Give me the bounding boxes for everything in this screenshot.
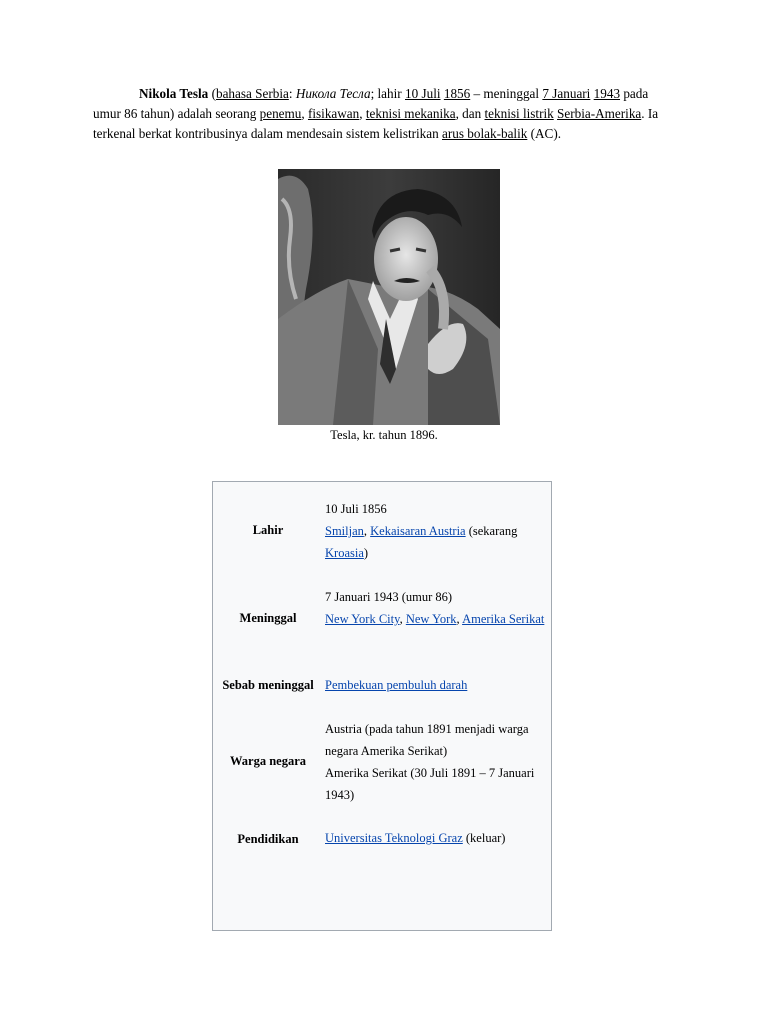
born-year-link[interactable]: 1856 xyxy=(443,86,471,101)
new-york-city-link[interactable]: New York City xyxy=(325,612,400,626)
died-label: Meninggal xyxy=(239,611,297,625)
subject-name: Nikola Tesla xyxy=(139,86,209,101)
born-value xyxy=(325,498,547,564)
born-place-close: ) xyxy=(363,546,369,560)
infobox-row-education xyxy=(213,814,551,860)
intro-paragraph: Nikola Tesla (bahasa Serbia: Никола Тесла; lahir 10 Juli 1856 – meninggal 7 Januari 1943 pada umur 86 tahun) adalah seorang penemu, fisikawan, teknisi mekanika, dan teknisi listrik Serbia-Amerika. Ia terkenal berkat kontribusinya dalam mendesain sistem kelistrikan arus bolak-balik (AC). xyxy=(93,86,659,141)
born-place: Smiljan, Kekaisaran Austria (sekarang Kroasia) xyxy=(325,524,518,560)
born-prefix: ; lahir xyxy=(370,86,405,101)
born-place-note: (sekarang xyxy=(465,524,518,538)
born-label: Lahir xyxy=(252,523,284,537)
died-day-link[interactable]: 7 Januari xyxy=(542,86,591,101)
ac-suffix: (AC). xyxy=(527,126,562,141)
united-states-link[interactable]: Amerika Serikat xyxy=(462,612,545,626)
died-value xyxy=(325,586,547,630)
born-date: 10 Juli 1856 xyxy=(325,502,387,516)
croatia-link[interactable]: Kroasia xyxy=(325,546,364,560)
age-text: pada umur 86 tahun) adalah seorang xyxy=(93,86,649,121)
infobox-row-cause xyxy=(213,662,551,706)
language-link[interactable]: bahasa Serbia xyxy=(215,86,289,101)
citizenship-value xyxy=(325,718,547,806)
died-date: 7 Januari 1943 (umur 86) xyxy=(325,590,453,604)
education-value xyxy=(325,827,547,849)
nationality-link[interactable]: Serbia-Amerika xyxy=(557,106,642,121)
rest-text: . Ia terkenal berkat kontribusinya dalam mendesain sistem kelistrikan xyxy=(93,106,659,141)
occupation-link-electrical[interactable]: teknisi listrik xyxy=(484,106,554,121)
infobox-row-died xyxy=(213,574,551,662)
blood-clot-link[interactable]: Pembekuan pembuluh darah xyxy=(325,678,468,692)
infobox-row-born xyxy=(213,482,551,574)
occupation-link-mechanical[interactable]: teknisi mekanika xyxy=(365,106,456,121)
photo-caption: Tesla, kr. tahun 1896. xyxy=(330,428,438,442)
infobox-row-citizenship xyxy=(213,706,551,814)
graz-university-link[interactable]: Universitas Teknologi Graz xyxy=(325,831,463,845)
new-york-link[interactable]: New York xyxy=(405,612,457,626)
portrait-photo xyxy=(278,169,500,425)
occupation-link-inventor[interactable]: penemu xyxy=(259,106,302,121)
and-text: , dan xyxy=(455,106,485,121)
cause-value xyxy=(325,674,547,696)
citizenship-label: Warga negara xyxy=(229,754,307,768)
education-label: Pendidikan xyxy=(237,832,299,846)
education-note: (keluar) xyxy=(462,831,506,845)
died-place: New York City, New York, Amerika Serikat xyxy=(325,612,545,626)
died-year-link[interactable]: 1943 xyxy=(593,86,621,101)
native-name: Никола Тесла xyxy=(295,86,371,101)
citizenship-line-1: Austria (pada tahun 1891 menjadi warga negara Amerika Serikat) xyxy=(325,722,529,758)
ac-link[interactable]: arus bolak-balik xyxy=(442,126,528,141)
citizenship-line-2: Amerika Serikat (30 Juli 1891 – 7 Januari 1943) xyxy=(325,766,535,802)
cause-label: Sebab meninggal xyxy=(222,678,314,692)
occupation-link-physicist[interactable]: fisikawan xyxy=(307,106,360,121)
austrian-empire-link[interactable]: Kekaisaran Austria xyxy=(370,524,466,538)
infobox xyxy=(212,481,552,931)
died-prefix: meninggal xyxy=(483,86,543,101)
dash: – xyxy=(470,86,484,101)
born-day-link[interactable]: 10 Juli xyxy=(405,86,441,101)
smiljan-link[interactable]: Smiljan xyxy=(325,524,364,538)
